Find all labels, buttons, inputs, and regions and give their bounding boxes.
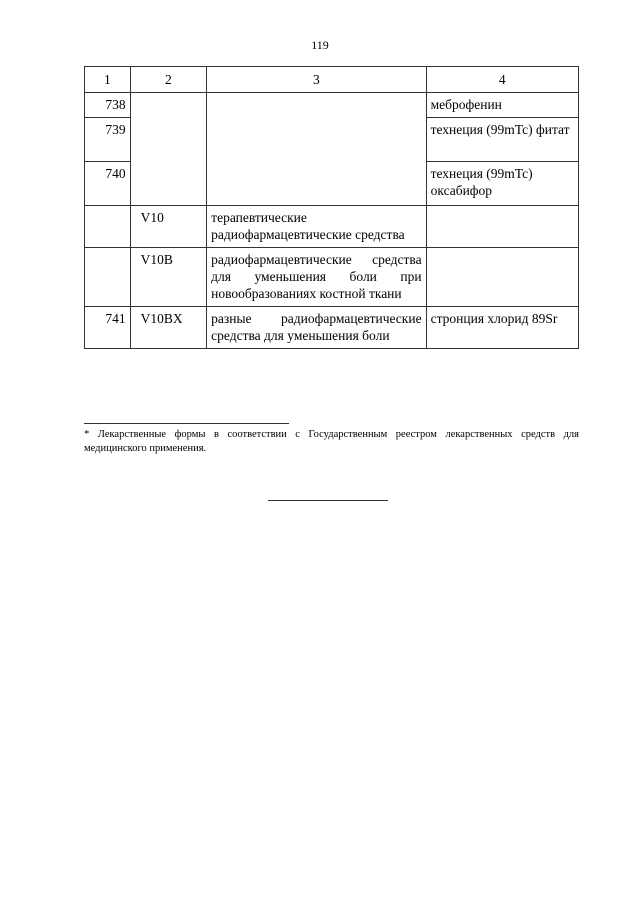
header-col-1: 1: [85, 67, 131, 93]
row-description: разные радиофармацевтические средства для уменьшения боли: [207, 307, 426, 349]
row-number: 740: [85, 162, 131, 206]
row-code: V10BX: [130, 307, 207, 349]
table-row: [85, 248, 579, 307]
table-header-row: [85, 67, 579, 93]
header-col-4: 4: [426, 67, 578, 93]
row-drug: технеция (99mTc) оксабифор: [426, 162, 578, 206]
row-description: терапевтические радиофармацевтические средства: [207, 206, 426, 248]
row-drug: меброфенин: [426, 93, 578, 118]
row-number: 741: [85, 307, 131, 349]
row-drug: стронция хлорид 89Sr: [426, 307, 578, 349]
header-col-2: 2: [130, 67, 207, 93]
row-code: V10: [130, 206, 207, 248]
medicines-table: [84, 66, 579, 349]
table-row: [85, 93, 579, 118]
table-row: [85, 307, 579, 349]
row-description: [207, 93, 426, 206]
row-drug: [426, 206, 578, 248]
row-code: [130, 93, 207, 206]
footnote-divider: [84, 423, 289, 424]
row-number: [85, 206, 131, 248]
row-number: 739: [85, 118, 131, 162]
end-of-document-line: [268, 500, 388, 501]
row-drug: [426, 248, 578, 307]
row-drug: технеция (99mTc) фитат: [426, 118, 578, 162]
row-number: [85, 248, 131, 307]
table-row: [85, 206, 579, 248]
row-code: V10B: [130, 248, 207, 307]
page-number: 119: [311, 38, 329, 52]
header-col-3: 3: [207, 67, 426, 93]
row-number: 738: [85, 93, 131, 118]
footnote: * Лекарственные формы в соответствии с Государственным реестром лекарственных средств для медицинского применения.: [84, 429, 579, 454]
row-description: радиофармацевтические средства для уменьшения боли при новообразованиях костной ткани: [207, 248, 426, 307]
